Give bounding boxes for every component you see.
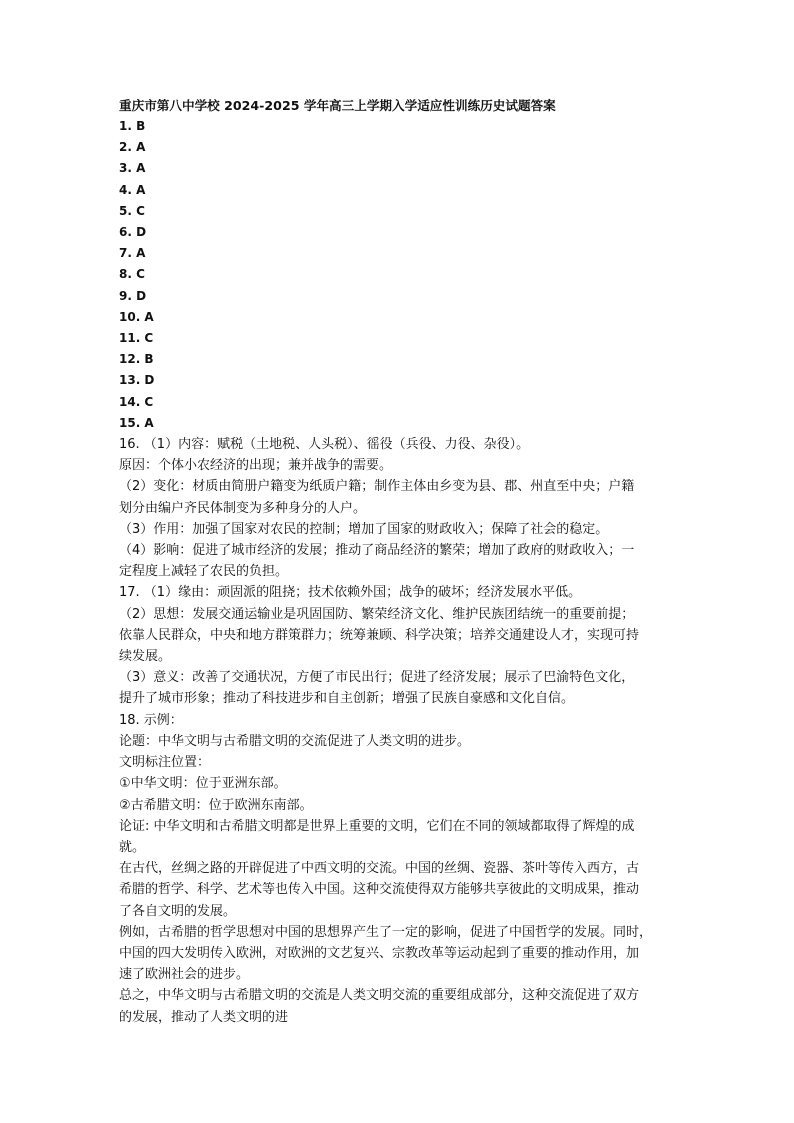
choice-answer: 7. A <box>119 246 146 261</box>
question-17-answer <box>119 582 679 709</box>
q16-change-cont: 划分由编户齐民体制变为多种身分的人户。 <box>119 500 367 516</box>
choice-answer: 9. D <box>119 288 147 303</box>
q17-significance: （3）意义：改善了交通状况，方便了市民出行；促进了经济发展；展示了巴渝特色文化， <box>119 670 635 686</box>
q18-para1-line2: 希腊的哲学、科学、艺术等也传入中国。这种交流使得双方能够共享彼此的文明成果，推动 <box>119 882 640 898</box>
choice-answer: 15. A <box>119 415 154 430</box>
choice-answer: 12. B <box>119 352 154 367</box>
q18-heading: 18. 示例： <box>119 712 183 728</box>
q17-significance-cont: 提升了城市形象；推动了科技进步和自主创新；增强了民族自豪感和文化自信。 <box>119 691 575 707</box>
q18-thesis: 论题：中华文明与古希腊文明的交流促进了人类文明的进步。 <box>119 733 471 749</box>
q18-para1-line3: 了各自文明的发展。 <box>119 903 237 919</box>
answer-document <box>119 95 679 1028</box>
q18-para2-line3: 速了欧洲社会的进步。 <box>119 967 250 983</box>
q18-argument-cont: 就。 <box>119 839 146 855</box>
choice-answer: 1. B <box>119 119 146 133</box>
choice-answer: 3. A <box>119 161 146 176</box>
q17-cause: 17. （1）缘由：顽固派的阻挠；技术依赖外国；战争的破坏；经济发展水平低。 <box>119 585 582 601</box>
question-18-answer <box>119 710 679 1028</box>
q18-para1-line1: 在古代，丝绸之路的开辟促进了中西文明的交流。中国的丝绸、瓷器、茶叶等传入西方，古 <box>119 861 640 877</box>
q18-conclusion-line1: 总之，中华文明与古希腊文明的交流是人类文明交流的重要组成部分，这种交流促进了双方 <box>119 988 640 1004</box>
q18-location-china: ①中华文明：位于亚洲东部。 <box>119 776 287 792</box>
question-16-answer <box>119 434 679 582</box>
q17-thought-cont: 依靠人民群众，中央和地方群策群力；统筹兼顾、科学决策；培养交通建设人才，实现可持 <box>119 627 640 643</box>
q17-thought-end: 续发展。 <box>119 649 172 665</box>
q16-impact-cont: 定程度上减轻了农民的负担。 <box>119 564 289 580</box>
choice-answer-list <box>119 116 679 434</box>
choice-answer: 10. A <box>119 309 154 324</box>
q18-para2-line2: 中国的四大发明传入欧洲，对欧洲的文艺复兴、宗教改革等运动起到了重要的推动作用，加 <box>119 945 640 961</box>
choice-answer: 2. A <box>119 140 146 155</box>
choice-answer: 11. C <box>119 331 154 346</box>
choice-answer: 6. D <box>119 225 147 240</box>
choice-answer: 13. D <box>119 373 155 388</box>
choice-answer: 14. C <box>119 394 154 409</box>
choice-answer: 8. C <box>119 267 145 282</box>
q18-location-heading: 文明标注位置： <box>119 755 211 771</box>
choice-answer: 5. C <box>119 203 145 218</box>
q17-thought: （2）思想：发展交通运输业是巩固国防、繁荣经济文化、维护民族团结统一的重要前提； <box>119 606 635 622</box>
q16-change: （2）变化：材质由简册户籍变为纸质户籍；制作主体由乡变为县、郡、州直至中央；户籍 <box>119 479 635 495</box>
q18-para2-line1: 例如，古希腊的哲学思想对中国的思想界产生了一定的影响，促进了中国哲学的发展。同时， <box>119 924 653 940</box>
page-title: 重庆市第八中学校 2024-2025 学年高三上学期入学适应性训练历史试题答案 <box>119 98 556 113</box>
q18-conclusion-line2: 的发展，推动了人类文明的进 <box>119 1009 289 1025</box>
q18-argument: 论证: 中华文明和古希腊文明都是世界上重要的文明，它们在不同的领域都取得了辉煌的成 <box>119 818 635 834</box>
q18-location-greece: ②古希腊文明：位于欧洲东南部。 <box>119 797 313 813</box>
q16-impact: （4）影响：促进了城市经济的发展；推动了商品经济的繁荣；增加了政府的财政收入；一 <box>119 543 635 559</box>
q16-reason: 原因：个体小农经济的出现；兼并战争的需要。 <box>119 458 393 474</box>
q16-effect: （3）作用：加强了国家对农民的控制；增加了国家的财政收入；保障了社会的稳定。 <box>119 521 609 537</box>
choice-answer: 4. A <box>119 182 146 197</box>
q16-content: 16. （1）内容：赋税（土地税、人头税）、徭役（兵役、力役、杂役）。 <box>119 437 530 453</box>
